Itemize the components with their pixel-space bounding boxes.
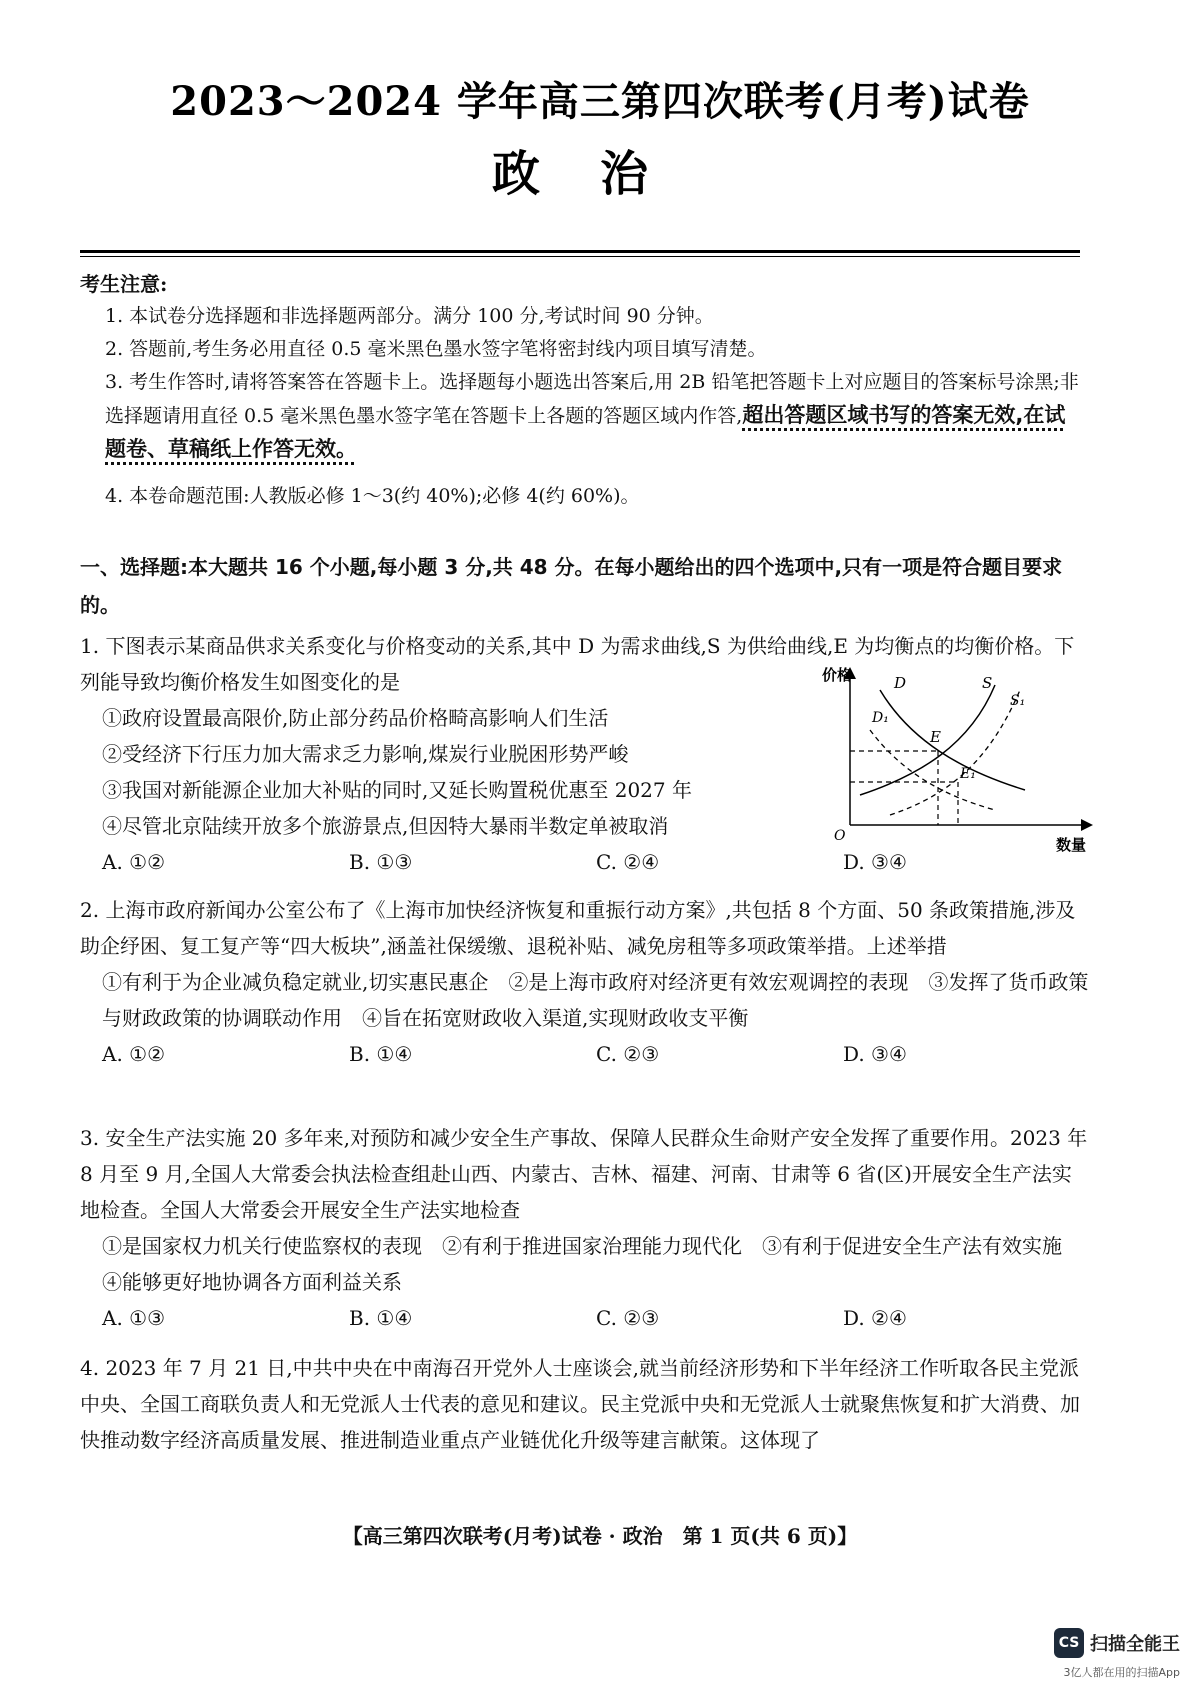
label-S1: S₁ (1010, 693, 1026, 709)
question-1-option-2: ②受经济下行压力加大需求乏力影响,煤炭行业脱困形势严峻 (102, 742, 629, 766)
scanner-app-name: 扫描全能王 (1090, 1634, 1180, 1655)
camscanner-logo-icon: CS (1054, 1628, 1084, 1658)
exam-title: 2023～2024 学年高三第四次联考(月考)试卷 (170, 78, 1030, 125)
scanner-watermark (1054, 1628, 1180, 1658)
supply-demand-chart (820, 660, 1100, 860)
question-1-stem: 1. 下图表示某商品供求关系变化与价格变动的关系,其中 D 为需求曲线,S 为供给曲线,E 为均衡点的均衡价格。下列能导致均衡价格发生如图变化的是 (80, 634, 1075, 694)
label-E: E (930, 728, 941, 746)
notice-heading: 考生注意: (80, 272, 168, 296)
x-axis-label: 数量 (1056, 836, 1087, 854)
label-D1: D₁ (872, 710, 889, 726)
question-1-option-4: ④尽管北京陆续开放多个旅游景点,但因特大暴雨半数定单被取消 (102, 814, 669, 838)
notice-item-3-text: 3. 考生作答时,请将答案答在答题卡上。选择题每小题选出答案后,用 2B 铅笔把答题卡上对应题目的答案标号涂黑;非选择题请用直径 0.5 毫米黑色墨水签字笔在答题卡上各题的答题区域内作答, (105, 371, 1079, 427)
label-S: S (982, 674, 993, 692)
subject-title: 政治 (491, 146, 708, 202)
series-D (880, 690, 1025, 790)
section-heading: 一、选择题:本大题共 16 个小题,每小题 3 分,共 48 分。在每小题给出的四个选项中,只有一项是符合题目要求的。 (80, 555, 1063, 617)
notice-item-3 (105, 366, 1085, 467)
choice-a: A. ①③ (102, 1306, 166, 1330)
question-2-stem: 2. 上海市政府新闻办公室公布了《上海市加快经济恢复和重振行动方案》,共包括 8 个方面、50 条政策措施,涉及助企纾困、复工复产等“四大板块”,涵盖社保缓缴、退税补贴、减免房租等多项政策举措。上述举措 (80, 898, 1076, 958)
notice-item-4: 4. 本卷命题范围:人教版必修 1～3(约 40%);必修 4(约 60%)。 (105, 485, 640, 507)
choice-d: D. ③④ (843, 1042, 907, 1066)
y-axis-label: 价格 (822, 666, 853, 684)
origin-label: O (834, 828, 846, 844)
question-1-option-1: ①政府设置最高限价,防止部分药品价格畸高影响人们生活 (102, 706, 609, 730)
notice-item-2: 2. 答题前,考生务必用直径 0.5 毫米黑色墨水签字笔将密封线内项目填写清楚。 (105, 338, 767, 360)
scanner-tagline: 3亿人都在用的扫描App (1063, 1666, 1180, 1679)
divider-thin (80, 256, 1080, 257)
question-3-options: ①是国家权力机关行使监察权的表现 ②有利于推进国家治理能力现代化 ③有利于促进安全生产法有效实施 ④能够更好地协调各方面利益关系 (102, 1234, 1082, 1294)
divider-thick (80, 250, 1080, 253)
question-3 (80, 1120, 1090, 1336)
label-D: D (894, 674, 907, 692)
choice-c: C. ②③ (596, 1042, 660, 1066)
question-2-options: ①有利于为企业减负稳定就业,切实惠民惠企 ②是上海市政府对经济更有效宏观调控的表现 ③发挥了货币政策与财政政策的协调联动作用 ④旨在拓宽财政收入渠道,实现财政收支平衡 (102, 970, 1089, 1030)
question-3-stem: 3. 安全生产法实施 20 多年来,对预防和减少安全生产事故、保障人民群众生命财产安全发挥了重要作用。2023 年 8 月至 9 月,全国人大常委会执法检查组赴山西、内蒙古、吉林、福建、河南、甘肃等 6 省(区)开展安全生产法实地检查。全国人大常委会开展安全生产法实地检查 (80, 1126, 1088, 1222)
choice-b: B. ①④ (349, 1306, 413, 1330)
notice-item-1: 1. 本试卷分选择题和非选择题两部分。满分 100 分,考试时间 90 分钟。 (105, 305, 714, 327)
choice-a: A. ①② (102, 850, 166, 874)
label-E1: E₁ (960, 766, 976, 782)
page-footer: 【高三第四次联考(月考)试卷 · 政治 第 1 页(共 6 页)】 (342, 1524, 858, 1548)
choice-b: B. ①④ (349, 1042, 413, 1066)
choice-c: C. ②③ (596, 1306, 660, 1330)
question-3-choices (80, 1300, 1090, 1336)
question-4-stem: 4. 2023 年 7 月 21 日,中共中央在中南海召开党外人士座谈会,就当前经济形势和下半年经济工作听取各民主党派中央、全国工商联负责人和无党派人士代表的意见和建议。民主党派中央和无党派人士就聚焦恢复和扩大消费、加快推动数字经济高质量发展、推进制造业重点产业链优化升级等建言献策。这体现了 (80, 1356, 1080, 1452)
question-4 (80, 1350, 1090, 1458)
question-2 (80, 892, 1090, 1072)
notice-item-3-emphasis: 超出答题区域书写的答案无效,在试题卷、草稿纸上作答无效。 (105, 403, 1066, 461)
choice-b: B. ①③ (349, 850, 413, 874)
choice-a: A. ①② (102, 1042, 166, 1066)
question-2-choices (80, 1036, 1090, 1072)
choice-c: C. ②④ (596, 850, 660, 874)
choice-d: D. ③④ (843, 850, 907, 874)
choice-d: D. ②④ (843, 1306, 907, 1330)
question-1-option-3: ③我国对新能源企业加大补贴的同时,又延长购置税优惠至 2027 年 (102, 778, 692, 802)
